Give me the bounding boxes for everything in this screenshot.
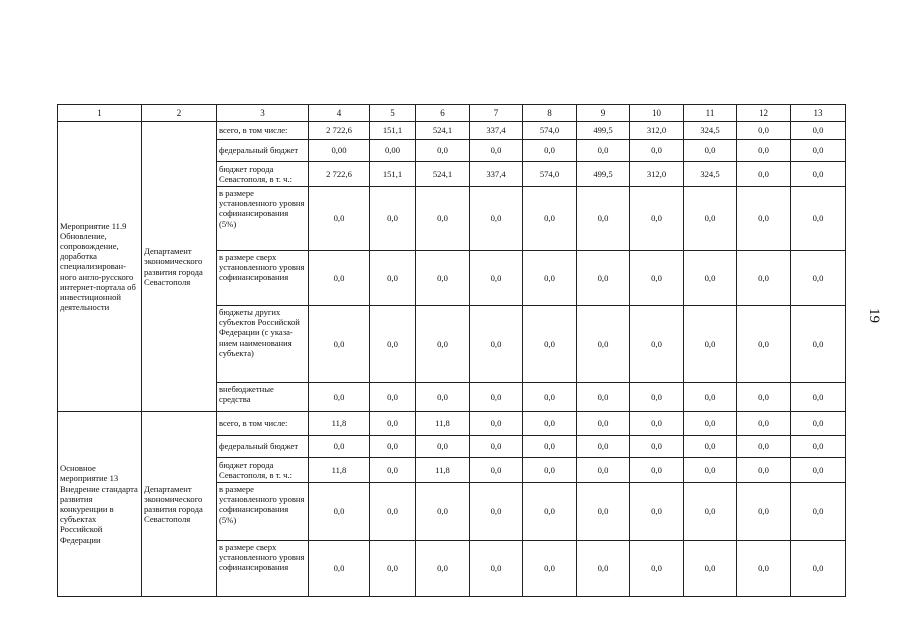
funding-source-label: бюджеты других субъектов Российской Федерации (с указа-нием наименования субъекта) bbox=[217, 306, 309, 383]
amount-cell: 324,5 bbox=[684, 162, 737, 187]
column-number: 4 bbox=[309, 105, 370, 122]
funding-source-label: федеральный бюджет bbox=[217, 436, 309, 458]
amount-cell: 0,0 bbox=[737, 162, 791, 187]
amount-cell: 0,00 bbox=[309, 140, 370, 162]
amount-cell: 574,0 bbox=[523, 122, 577, 140]
executor-name: Департамент экономического развития города Севастополя bbox=[142, 122, 217, 412]
funding-source-label: всего, в том числе: bbox=[217, 122, 309, 140]
amount-cell: 0,0 bbox=[630, 483, 684, 541]
amount-cell: 0,0 bbox=[577, 383, 630, 412]
amount-cell: 0,0 bbox=[791, 162, 846, 187]
column-number: 10 bbox=[630, 105, 684, 122]
amount-cell: 0,0 bbox=[684, 251, 737, 306]
amount-cell: 0,0 bbox=[470, 383, 523, 412]
amount-cell: 0,0 bbox=[684, 436, 737, 458]
amount-cell: 0,0 bbox=[416, 483, 470, 541]
amount-cell: 524,1 bbox=[416, 162, 470, 187]
column-number-row bbox=[58, 105, 846, 122]
amount-cell: 0,0 bbox=[684, 412, 737, 436]
amount-cell: 0,0 bbox=[577, 187, 630, 251]
amount-cell: 0,0 bbox=[630, 140, 684, 162]
amount-cell: 499,5 bbox=[577, 162, 630, 187]
table-row bbox=[58, 412, 846, 436]
amount-cell: 0,0 bbox=[791, 306, 846, 383]
amount-cell: 0,0 bbox=[370, 541, 416, 597]
amount-cell: 0,00 bbox=[370, 140, 416, 162]
amount-cell: 151,1 bbox=[370, 122, 416, 140]
amount-cell: 0,0 bbox=[684, 140, 737, 162]
amount-cell: 0,0 bbox=[523, 436, 577, 458]
column-number: 3 bbox=[217, 105, 309, 122]
amount-cell: 312,0 bbox=[630, 122, 684, 140]
amount-cell: 0,0 bbox=[370, 458, 416, 483]
funding-source-label: бюджет города Севастополя, в т. ч.: bbox=[217, 458, 309, 483]
amount-cell: 0,0 bbox=[370, 251, 416, 306]
executor-name: Департамент экономического развития города Севастополя bbox=[142, 412, 217, 597]
budget-table bbox=[57, 104, 846, 597]
amount-cell: 0,0 bbox=[309, 483, 370, 541]
amount-cell: 0,0 bbox=[737, 412, 791, 436]
amount-cell: 0,0 bbox=[577, 140, 630, 162]
amount-cell: 0,0 bbox=[309, 306, 370, 383]
amount-cell: 0,0 bbox=[470, 306, 523, 383]
amount-cell: 0,0 bbox=[370, 483, 416, 541]
column-number: 12 bbox=[737, 105, 791, 122]
amount-cell: 0,0 bbox=[791, 383, 846, 412]
amount-cell: 0,0 bbox=[309, 541, 370, 597]
amount-cell: 0,0 bbox=[630, 458, 684, 483]
amount-cell: 0,0 bbox=[630, 383, 684, 412]
amount-cell: 0,0 bbox=[523, 140, 577, 162]
funding-source-label: в размере сверх установленного уровня софинансирования bbox=[217, 541, 309, 597]
amount-cell: 0,0 bbox=[737, 251, 791, 306]
funding-source-label: внебюджетные средства bbox=[217, 383, 309, 412]
amount-cell: 0,0 bbox=[737, 483, 791, 541]
amount-cell: 0,0 bbox=[737, 122, 791, 140]
amount-cell: 0,0 bbox=[737, 306, 791, 383]
amount-cell: 324,5 bbox=[684, 122, 737, 140]
amount-cell: 2 722,6 bbox=[309, 122, 370, 140]
amount-cell: 151,1 bbox=[370, 162, 416, 187]
column-number: 1 bbox=[58, 105, 142, 122]
amount-cell: 0,0 bbox=[630, 306, 684, 383]
amount-cell: 0,0 bbox=[416, 306, 470, 383]
amount-cell: 0,0 bbox=[309, 251, 370, 306]
amount-cell: 0,0 bbox=[791, 412, 846, 436]
amount-cell: 0,0 bbox=[737, 187, 791, 251]
amount-cell: 2 722,6 bbox=[309, 162, 370, 187]
amount-cell: 0,0 bbox=[523, 187, 577, 251]
amount-cell: 0,0 bbox=[630, 251, 684, 306]
amount-cell: 0,0 bbox=[370, 383, 416, 412]
amount-cell: 0,0 bbox=[470, 436, 523, 458]
amount-cell: 0,0 bbox=[791, 187, 846, 251]
amount-cell: 0,0 bbox=[684, 458, 737, 483]
amount-cell: 0,0 bbox=[370, 412, 416, 436]
amount-cell: 499,5 bbox=[577, 122, 630, 140]
funding-source-label: федеральный бюджет bbox=[217, 140, 309, 162]
amount-cell: 0,0 bbox=[309, 187, 370, 251]
amount-cell: 0,0 bbox=[630, 436, 684, 458]
amount-cell: 0,0 bbox=[309, 383, 370, 412]
amount-cell: 0,0 bbox=[470, 187, 523, 251]
amount-cell: 337,4 bbox=[470, 122, 523, 140]
funding-source-label: всего, в том числе: bbox=[217, 412, 309, 436]
amount-cell: 0,0 bbox=[523, 412, 577, 436]
amount-cell: 0,0 bbox=[577, 306, 630, 383]
measure-name: Основное мероприятие 13 Внедрение стандарта развития конкуренции в субъектах Российской Федерации bbox=[58, 412, 142, 597]
amount-cell: 0,0 bbox=[523, 483, 577, 541]
amount-cell: 0,0 bbox=[416, 251, 470, 306]
amount-cell: 0,0 bbox=[416, 140, 470, 162]
amount-cell: 0,0 bbox=[737, 140, 791, 162]
amount-cell: 0,0 bbox=[577, 251, 630, 306]
amount-cell: 574,0 bbox=[523, 162, 577, 187]
amount-cell: 11,8 bbox=[416, 412, 470, 436]
amount-cell: 0,0 bbox=[470, 458, 523, 483]
amount-cell: 11,8 bbox=[309, 458, 370, 483]
amount-cell: 0,0 bbox=[791, 122, 846, 140]
amount-cell: 0,0 bbox=[737, 436, 791, 458]
amount-cell: 0,0 bbox=[630, 412, 684, 436]
amount-cell: 0,0 bbox=[416, 383, 470, 412]
amount-cell: 0,0 bbox=[370, 187, 416, 251]
amount-cell: 0,0 bbox=[684, 483, 737, 541]
table-row bbox=[58, 122, 846, 140]
amount-cell: 0,0 bbox=[791, 140, 846, 162]
amount-cell: 337,4 bbox=[470, 162, 523, 187]
funding-source-label: в размере сверх установленного уровня софинансирования bbox=[217, 251, 309, 306]
amount-cell: 524,1 bbox=[416, 122, 470, 140]
amount-cell: 0,0 bbox=[737, 541, 791, 597]
amount-cell: 0,0 bbox=[470, 412, 523, 436]
amount-cell: 0,0 bbox=[370, 306, 416, 383]
column-number: 7 bbox=[470, 105, 523, 122]
amount-cell: 0,0 bbox=[737, 383, 791, 412]
amount-cell: 0,0 bbox=[416, 187, 470, 251]
amount-cell: 0,0 bbox=[416, 436, 470, 458]
measure-name: Мероприятие 11.9 Обновление, сопровождение, доработка специализирован-ного англо-русского интернет-портала об инвестиционной деятельности bbox=[58, 122, 142, 412]
amount-cell: 0,0 bbox=[577, 458, 630, 483]
amount-cell: 0,0 bbox=[684, 187, 737, 251]
column-number: 11 bbox=[684, 105, 737, 122]
amount-cell: 0,0 bbox=[577, 483, 630, 541]
column-number: 13 bbox=[791, 105, 846, 122]
amount-cell: 11,8 bbox=[309, 412, 370, 436]
column-number: 9 bbox=[577, 105, 630, 122]
amount-cell: 0,0 bbox=[791, 251, 846, 306]
amount-cell: 0,0 bbox=[470, 541, 523, 597]
amount-cell: 0,0 bbox=[577, 541, 630, 597]
table-body bbox=[58, 105, 846, 597]
page-number: 19 bbox=[866, 308, 882, 323]
amount-cell: 0,0 bbox=[470, 140, 523, 162]
amount-cell: 0,0 bbox=[737, 458, 791, 483]
column-number: 2 bbox=[142, 105, 217, 122]
amount-cell: 0,0 bbox=[309, 436, 370, 458]
funding-source-label: в размере установленного уровня софинансирования (5%) bbox=[217, 187, 309, 251]
amount-cell: 0,0 bbox=[523, 458, 577, 483]
amount-cell: 0,0 bbox=[470, 251, 523, 306]
amount-cell: 0,0 bbox=[370, 436, 416, 458]
amount-cell: 0,0 bbox=[684, 306, 737, 383]
amount-cell: 0,0 bbox=[791, 483, 846, 541]
amount-cell: 0,0 bbox=[791, 458, 846, 483]
column-number: 6 bbox=[416, 105, 470, 122]
amount-cell: 0,0 bbox=[630, 541, 684, 597]
funding-source-label: бюджет города Севастополя, в т. ч.: bbox=[217, 162, 309, 187]
amount-cell: 0,0 bbox=[791, 541, 846, 597]
amount-cell: 11,8 bbox=[416, 458, 470, 483]
amount-cell: 0,0 bbox=[470, 483, 523, 541]
amount-cell: 0,0 bbox=[523, 541, 577, 597]
amount-cell: 0,0 bbox=[684, 383, 737, 412]
amount-cell: 0,0 bbox=[523, 383, 577, 412]
amount-cell: 0,0 bbox=[577, 412, 630, 436]
amount-cell: 0,0 bbox=[416, 541, 470, 597]
amount-cell: 0,0 bbox=[577, 436, 630, 458]
amount-cell: 0,0 bbox=[630, 187, 684, 251]
amount-cell: 0,0 bbox=[523, 306, 577, 383]
amount-cell: 0,0 bbox=[791, 436, 846, 458]
funding-source-label: в размере установленного уровня софинансирования (5%) bbox=[217, 483, 309, 541]
amount-cell: 0,0 bbox=[684, 541, 737, 597]
amount-cell: 0,0 bbox=[523, 251, 577, 306]
amount-cell: 312,0 bbox=[630, 162, 684, 187]
column-number: 8 bbox=[523, 105, 577, 122]
column-number: 5 bbox=[370, 105, 416, 122]
